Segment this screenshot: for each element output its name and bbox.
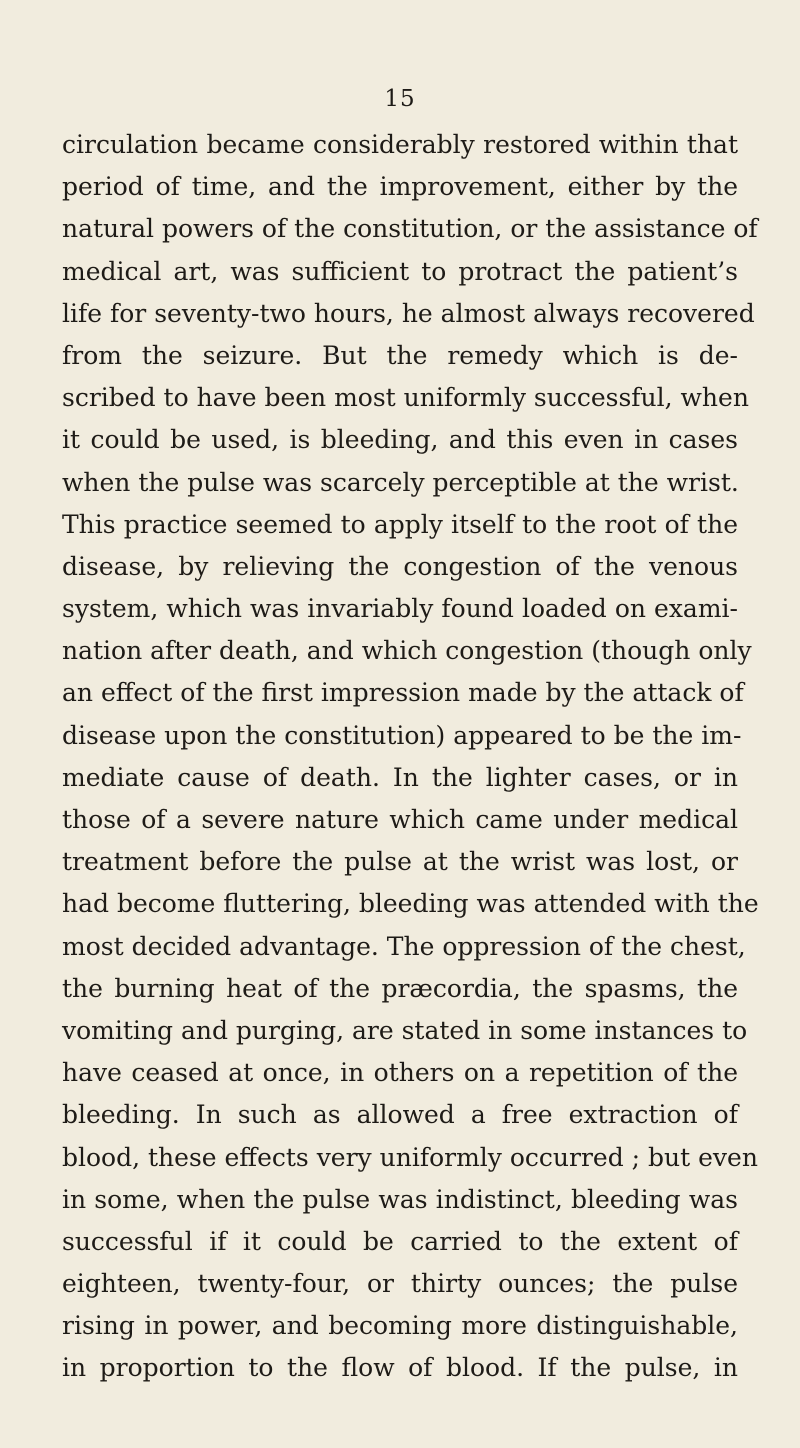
text-line: blood, these effects very uniformly occurred ; but even <box>62 1142 758 1172</box>
text-line: it could be used, is bleeding, and this even in cases <box>62 425 738 455</box>
text-line: natural powers of the constitution, or the assistance of <box>62 214 758 244</box>
text-line: mediate cause of death. In the lighter cases, or in <box>62 762 738 792</box>
text-line: eighteen, twenty-four, or thirty ounces; the pulse <box>62 1269 738 1299</box>
text-line: nation after death, and which congestion (though only <box>62 636 752 666</box>
text-line: vomiting and purging, are stated in some instances to <box>62 1015 748 1045</box>
text-line: period of time, and the improvement, either by the <box>62 172 738 202</box>
text-line: This practice seemed to apply itself to the root of the <box>62 509 738 539</box>
text-line: when the pulse was scarcely perceptible at the wrist. <box>62 467 739 497</box>
text-line: most decided advantage. The oppression of the chest, <box>62 931 746 961</box>
text-line: life for seventy-two hours, he almost always recovered <box>62 298 755 328</box>
text-line: rising in power, and becoming more distinguishable, <box>62 1311 738 1341</box>
text-line: treatment before the pulse at the wrist was lost, or <box>62 847 738 877</box>
page-number: 15 <box>384 86 416 112</box>
text-line: in some, when the pulse was indistinct, bleeding was <box>62 1184 738 1214</box>
text-line: from the seizure. But the remedy which is de- <box>62 340 738 370</box>
body-text <box>62 124 759 1390</box>
text-line: disease, by relieving the congestion of the venous <box>62 551 738 581</box>
text-line: bleeding. In such as allowed a free extraction of <box>62 1100 738 1130</box>
text-line: have ceased at once, in others on a repetition of the <box>62 1058 738 1088</box>
text-line: circulation became considerably restored within that <box>62 130 738 159</box>
text-line: scribed to have been most uniformly successful, when <box>62 383 749 413</box>
text-line: those of a severe nature which came under medical <box>62 805 738 834</box>
text-line: disease upon the constitution) appeared to be the im- <box>62 720 742 750</box>
text-line: system, which was invariably found loaded on exami- <box>62 594 738 624</box>
text-line: had become fluttering, bleeding was attended with the <box>62 889 759 919</box>
text-line: in proportion to the flow of blood. If the pulse, in <box>62 1353 738 1383</box>
text-line: the burning heat of the præcordia, the spasms, the <box>62 973 738 1003</box>
text-line: an effect of the first impression made by the attack of <box>62 678 744 708</box>
text-line: successful if it could be carried to the extent of <box>62 1226 738 1256</box>
text-line: medical art, was sufficient to protract the patient’s <box>62 256 738 286</box>
